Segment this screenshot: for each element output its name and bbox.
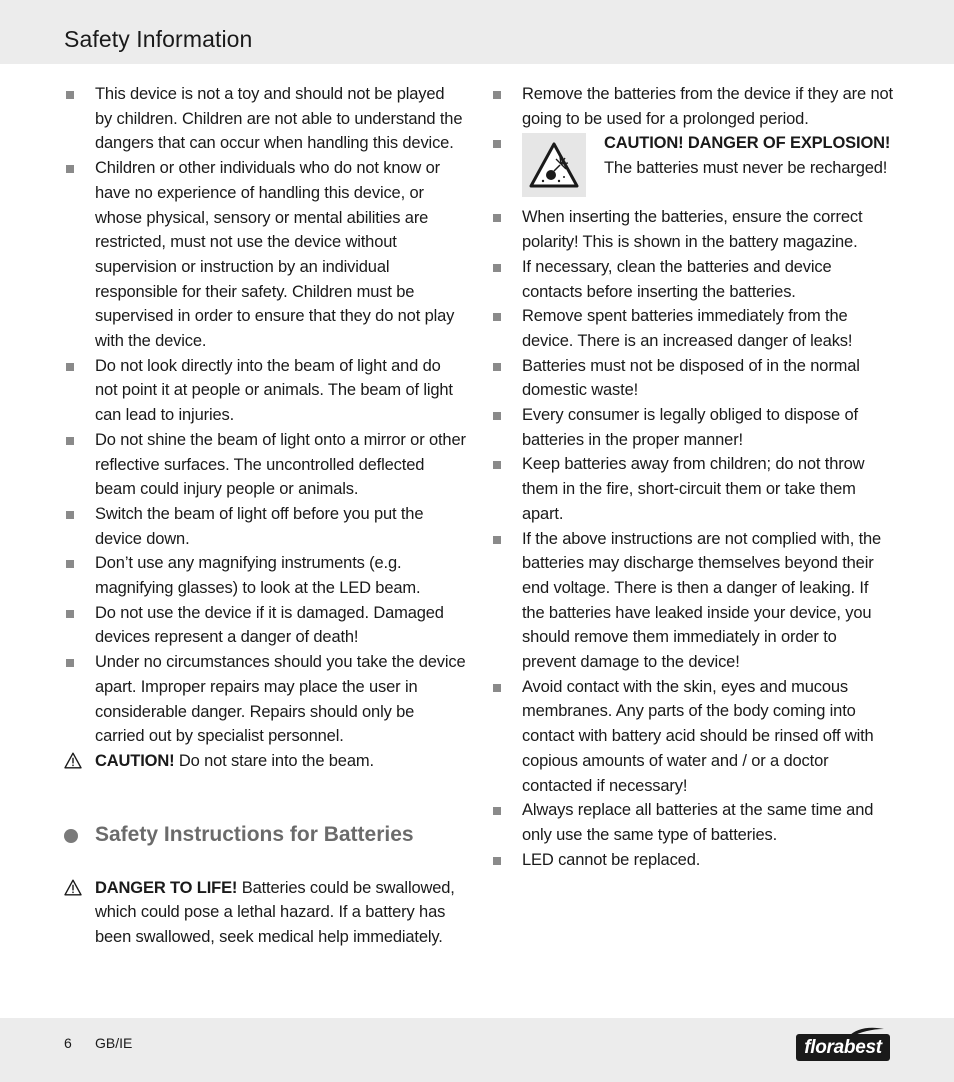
list-item: Remove spent batteries immediately from the device. There is an increased danger of leaks! [491, 304, 893, 353]
section-heading: Safety Instructions for Batteries [64, 821, 466, 849]
brand-wordmark: florabest [796, 1034, 890, 1061]
list-item: If the above instructions are not complied with, the batteries may discharge themselves beyond their end voltage. There is then a danger of leaking. If the batteries have leaked inside your device, you should remove them immediately in order to prevent damage to the device! [491, 527, 893, 675]
danger-label: DANGER TO LIFE! [95, 878, 238, 897]
danger-note [64, 876, 466, 950]
caution-text: Do not stare into the beam. [174, 751, 374, 770]
list-item: This device is not a toy and should not be played by children. Children are not able to understand the dangers that can occur when handling this device. [64, 82, 466, 156]
list-item: Always replace all batteries at the same time and only use the same type of batteries. [491, 798, 893, 847]
bullet-square-icon [493, 684, 501, 692]
explosion-hazard-icon [522, 133, 586, 197]
right-bullet-list [491, 82, 893, 872]
bullet-square-icon [66, 437, 74, 445]
list-item: Avoid contact with the skin, eyes and mucous membranes. Any parts of the body coming into contact with battery acid should be rinsed off with copious amounts of water and / or a doctor contacted if necessary! [491, 675, 893, 799]
list-item: Don’t use any magnifying instruments (e.g. magnifying glasses) to look at the LED beam. [64, 551, 466, 600]
bullet-square-icon [493, 214, 501, 222]
list-item: Batteries must not be disposed of in the normal domestic waste! [491, 354, 893, 403]
left-bullet-list [64, 82, 466, 749]
list-item: Under no circumstances should you take the device apart. Improper repairs may place the user in considerable danger. Repairs should only be carried out by specialist personnel. [64, 650, 466, 749]
explosion-text: The batteries must never be recharged! [604, 159, 888, 178]
bullet-square-icon [493, 412, 501, 420]
list-item: Remove the batteries from the device if they are not going to be used for a prolonged period. [491, 82, 893, 131]
explosion-warning-item [491, 131, 893, 205]
right-column [491, 82, 893, 872]
list-item: LED cannot be replaced. [491, 848, 893, 873]
bullet-square-icon [493, 91, 501, 99]
brand-logo [796, 1026, 890, 1062]
list-item: Do not look directly into the beam of light and do not point it at people or animals. The beam of light can lead to injuries. [64, 354, 466, 428]
bullet-square-icon [493, 313, 501, 321]
bullet-square-icon [493, 536, 501, 544]
caution-note [64, 749, 466, 774]
warning-triangle-icon [64, 879, 82, 896]
warning-triangle-icon [64, 752, 82, 769]
page-number: 6 [64, 1035, 72, 1051]
bullet-square-icon [493, 264, 501, 272]
bullet-square-icon [66, 659, 74, 667]
list-item: When inserting the batteries, ensure the correct polarity! This is shown in the battery magazine. [491, 205, 893, 254]
bullet-square-icon [493, 857, 501, 865]
danger-text: Batteries could be swallowed, which could pose a lethal hazard. If a battery has been swallowed, seek medical help immediately. [95, 878, 455, 947]
list-item: Do not shine the beam of light onto a mirror or other reflective surfaces. The uncontrolled deflected beam could injury people or animals. [64, 428, 466, 502]
bullet-square-icon [66, 610, 74, 618]
heading-dot-icon [64, 829, 78, 843]
bullet-square-icon [493, 461, 501, 469]
language-code: GB/IE [95, 1035, 133, 1051]
list-item: Switch the beam of light off before you put the device down. [64, 502, 466, 551]
bullet-square-icon [66, 91, 74, 99]
left-column [64, 82, 466, 950]
bullet-square-icon [493, 807, 501, 815]
list-item: Every consumer is legally obliged to dispose of batteries in the proper manner! [491, 403, 893, 452]
bullet-square-icon [66, 560, 74, 568]
bullet-square-icon [66, 511, 74, 519]
list-item: Do not use the device if it is damaged. Damaged devices represent a danger of death! [64, 601, 466, 650]
bullet-square-icon [66, 165, 74, 173]
page-title: Safety Information [64, 26, 253, 52]
bullet-square-icon [66, 363, 74, 371]
explosion-label: CAUTION! DANGER OF EXPLOSION! [604, 134, 891, 153]
bullet-square-icon [493, 363, 501, 371]
list-item: Keep batteries away from children; do not throw them in the fire, short-circuit them or take them apart. [491, 452, 893, 526]
list-item: If necessary, clean the batteries and device contacts before inserting the batteries. [491, 255, 893, 304]
list-item: Children or other individuals who do not know or have no experience of handling this device, or whose physical, sensory or mental abilities are restricted, must not use the device without supervision or instruction by an individual responsible for their safety. Children must be supervised in order to ensure that they do not play with the device. [64, 156, 466, 354]
caution-label: CAUTION! [95, 751, 175, 770]
bullet-square-icon [493, 140, 501, 148]
